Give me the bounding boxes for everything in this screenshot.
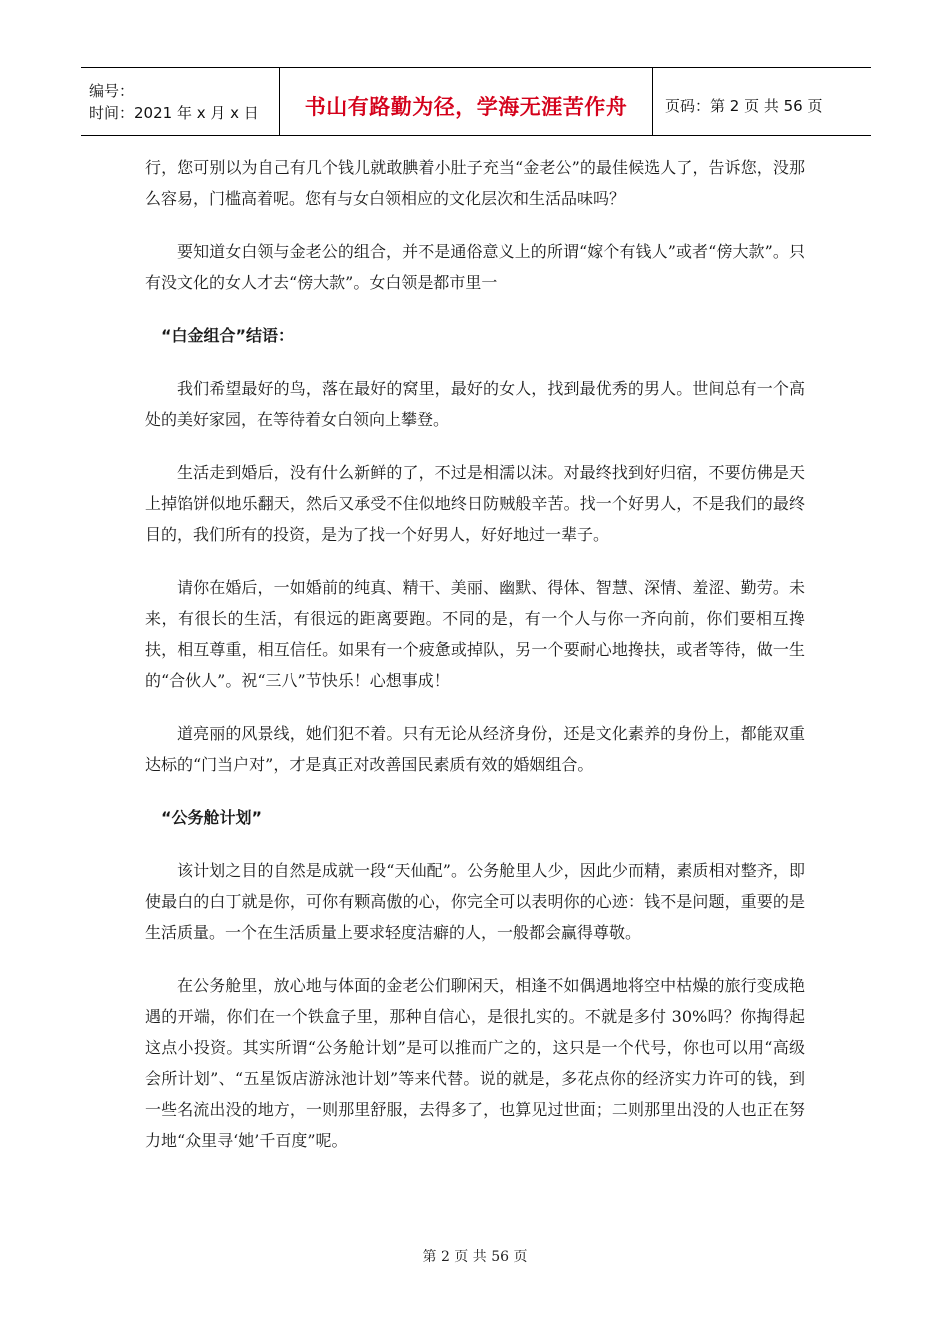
body-paragraph: 行，您可别以为自己有几个钱儿就敢腆着小肚子充当“金老公”的最佳候选人了，告诉您，没那么容易，门槛高着呢。您有与女白领相应的文化层次和生活品味吗？: [145, 158, 805, 208]
page-footer: 第 2 页 共 56 页: [422, 1249, 528, 1265]
body-paragraph: 道亮丽的风景线，她们犯不着。只有无论从经济身份，还是文化素养的身份上，都能双重达标的“门当户对”，才是真正对改善国民素质有效的婚姻组合。: [145, 724, 805, 774]
body-paragraph: 要知道女白领与金老公的组合，并不是通俗意义上的所谓“嫁个有钱人”或者“傍大款”。只有没文化的女人才去“傍大款”。女白领是都市里一: [145, 242, 805, 292]
body-paragraph: 该计划之目的自然是成就一段“天仙配”。公务舱里人少，因此少而精，素质相对整齐，即使最白的白丁就是你，可你有颗高傲的心，你完全可以表明你的心迹：钱不是问题，重要的是生活质量。一个在生活质量上要求轻度洁癖的人，一般都会赢得尊敬。: [145, 861, 805, 942]
page-info-text: 页码：第 2 页 共 56 页: [665, 97, 823, 115]
page-header: [81, 67, 871, 136]
document-body: [145, 152, 805, 1178]
motto-text: 书山有路勤为径，学海无涯苦作舟: [304, 94, 628, 119]
body-paragraph: 在公务舱里，放心地与体面的金老公们聊闲天，相逢不如偶遇地将空中枯燥的旅行变成艳遇的开端，你们在一个铁盒子里，那种自信心，是很扎实的。不就是多付 30%吗？你掏得起这点小投资。其实所谓“公务舱计划”是可以推而广之的，这只是一个代号，你也可以用“高级会所计划”、“五星饭店游泳池计划”等来代替。说的就是，多花点你的经济实力许可的钱，到一些名流出没的地方，一则那里舒服，去得多了，也算见过世面；二则那里出没的人也正在努力地“众里寻‘她’千百度”呢。: [145, 976, 805, 1150]
section-heading: “公务舱计划”: [161, 808, 263, 827]
body-paragraph: 我们希望最好的鸟，落在最好的窝里，最好的女人，找到最优秀的男人。世间总有一个高处的美好家园，在等待着女白领向上攀登。: [145, 379, 805, 429]
body-paragraph: 请你在婚后，一如婚前的纯真、精干、美丽、幽默、得体、智慧、深情、羞涩、勤劳。未来，有很长的生活，有很远的距离要跑。不同的是，有一个人与你一齐向前，你们要相互搀扶，相互尊重，相互信任。如果有一个疲惫或掉队，另一个要耐心地搀扶，或者等待，做一生的“合伙人”。祝“三八”节快乐！心想事成！: [145, 578, 805, 690]
header-page-info: [653, 68, 871, 135]
date-label: 时间：2021 年 x 月 x 日: [89, 103, 259, 122]
serial-label: 编号：: [89, 81, 135, 100]
header-motto-cell: [279, 68, 653, 135]
section-heading: “白金组合”结语：: [161, 326, 295, 345]
body-paragraph: 生活走到婚后，没有什么新鲜的了，不过是相濡以沫。对最终找到好归宿，不要仿佛是天上掉馅饼似地乐翻天，然后又承受不住似地终日防贼般辛苦。找一个好男人，不是我们的最终目的，我们所有的投资，是为了找一个好男人，好好地过一辈子。: [145, 463, 805, 544]
header-meta: [81, 68, 279, 135]
